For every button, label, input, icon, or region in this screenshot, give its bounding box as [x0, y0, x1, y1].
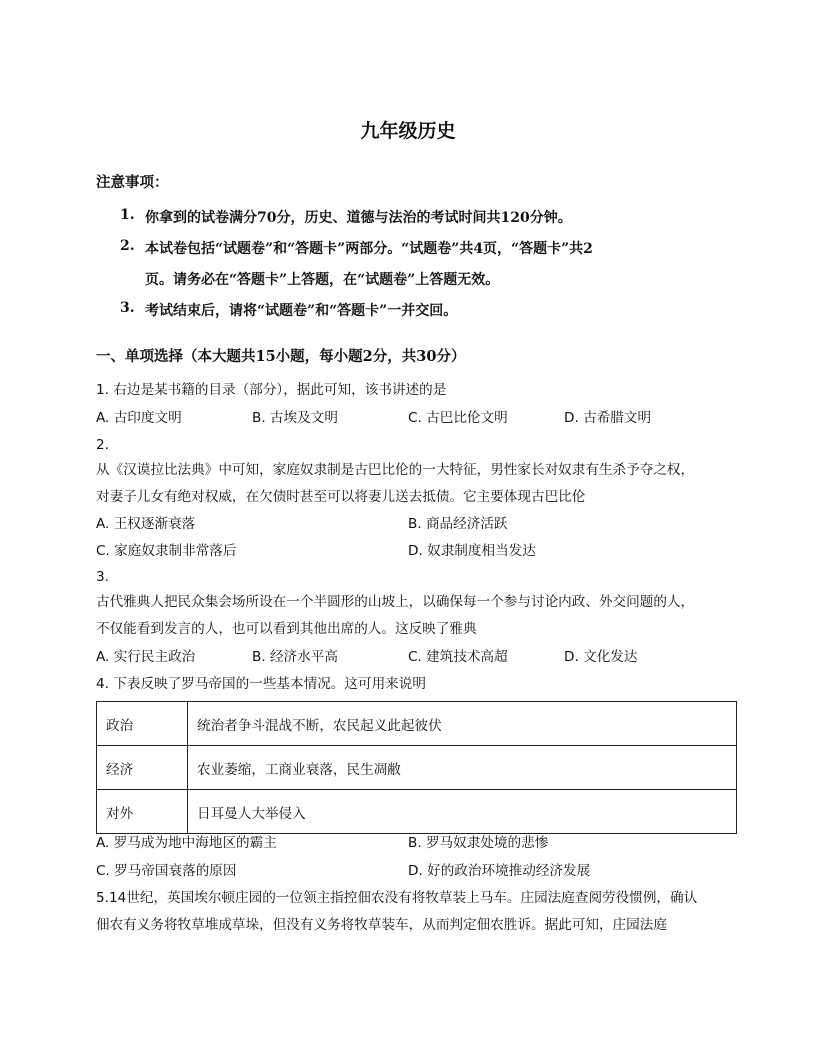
question-2-option-b: B. 商品经济活跃	[408, 516, 508, 532]
question-3-line-1: 古代雅典人把民众集会场所设在一个半圆形的山坡上，以确保每一个参与讨论内政、外交问题的人，	[96, 594, 695, 610]
table-cell-key: 对外	[97, 790, 188, 834]
question-2-line-1: 从《汉谟拉比法典》中可知，家庭奴隶制是古巴比伦的一大特征，男性家长对奴隶有生杀予夺之权，	[96, 462, 695, 478]
question-3-number: 3.	[96, 569, 109, 585]
question-4-option-c: C. 罗马帝国衰落的原因	[96, 863, 237, 879]
table-cell-value: 统治者争斗混战不断，农民起义此起彼伏	[188, 702, 737, 746]
question-3-option-a: A. 实行民主政治	[96, 649, 196, 665]
notice-item-number: 3.	[120, 300, 135, 316]
rome-info-table	[96, 701, 737, 834]
notice-item-text: 考试结束后，请将“试题卷”和“答题卡”一并交回。	[145, 303, 458, 319]
question-2-number: 2.	[96, 437, 109, 453]
notice-item-text: 本试卷包括“试题卷”和“答题卡”两部分。“试题卷”共4页，“答题卡”共2	[145, 241, 593, 257]
table-row	[97, 702, 737, 746]
table-cell-key: 经济	[97, 746, 188, 790]
question-5-line-2: 佃农有义务将牧草堆成草垛，但没有义务将牧草装车，从而判定佃农胜诉。据此可知，庄园法庭	[96, 917, 667, 933]
table-row	[97, 746, 737, 790]
notice-item-2-cont	[145, 269, 499, 289]
question-4-stem: 4. 下表反映了罗马帝国的一些基本情况。这可用来说明	[96, 676, 426, 692]
question-1-option-a: A. 古印度文明	[96, 410, 182, 426]
notice-heading: 注意事项：	[96, 174, 169, 191]
notice-item-text: 你拿到的试卷满分70分，历史、道德与法治的考试时间共120分钟。	[145, 210, 572, 226]
question-3-option-b: B. 经济水平高	[252, 649, 338, 665]
question-2-option-d: D. 奴隶制度相当发达	[408, 543, 536, 559]
notice-item-text: 页。请务必在“答题卡”上答题，在“试题卷”上答题无效。	[145, 272, 500, 288]
question-3-line-2: 不仅能看到发言的人，也可以看到其他出席的人。这反映了雅典	[96, 621, 477, 637]
question-4-option-a: A. 罗马成为地中海地区的霸主	[96, 835, 277, 851]
table-cell-key: 政治	[97, 702, 188, 746]
notice-item-number: 1.	[120, 207, 135, 223]
question-3-option-c: C. 建筑技术高超	[408, 649, 508, 665]
question-3-option-d: D. 文化发达	[564, 649, 638, 665]
question-4-option-d: D. 好的政治环境推动经济发展	[408, 863, 591, 879]
table-cell-value: 农业萎缩，工商业衰落，民生凋敝	[188, 746, 737, 790]
question-4-option-b: B. 罗马奴隶处境的悲惨	[408, 835, 549, 851]
question-1-stem: 1. 右边是某书籍的目录（部分），据此可知，该书讲述的是	[96, 382, 447, 398]
question-1-option-b: B. 古埃及文明	[252, 410, 338, 426]
question-1-option-d: D. 古希腊文明	[564, 410, 652, 426]
question-2-option-a: A. 王权逐渐衰落	[96, 516, 196, 532]
table-row	[97, 790, 737, 834]
table-cell-value: 日耳曼人大举侵入	[188, 790, 737, 834]
question-1-option-c: C. 古巴比伦文明	[408, 410, 508, 426]
question-5-line-1: 5.14世纪，英国埃尔顿庄园的一位领主指控佃农没有将牧草装上马车。庄园法庭查阅劳役惯例，确认	[96, 890, 698, 906]
question-2-option-c: C. 家庭奴隶制非常落后	[96, 543, 237, 559]
question-2-line-2: 对妻子儿女有绝对权威，在欠债时甚至可以将妻儿送去抵债。它主要体现古巴比伦	[96, 489, 586, 505]
page-title: 九年级历史	[360, 120, 456, 142]
section-heading: 一、单项选择（本大题共15小题，每小题2分，共30分）	[96, 348, 466, 365]
notice-item-number: 2.	[120, 238, 135, 254]
